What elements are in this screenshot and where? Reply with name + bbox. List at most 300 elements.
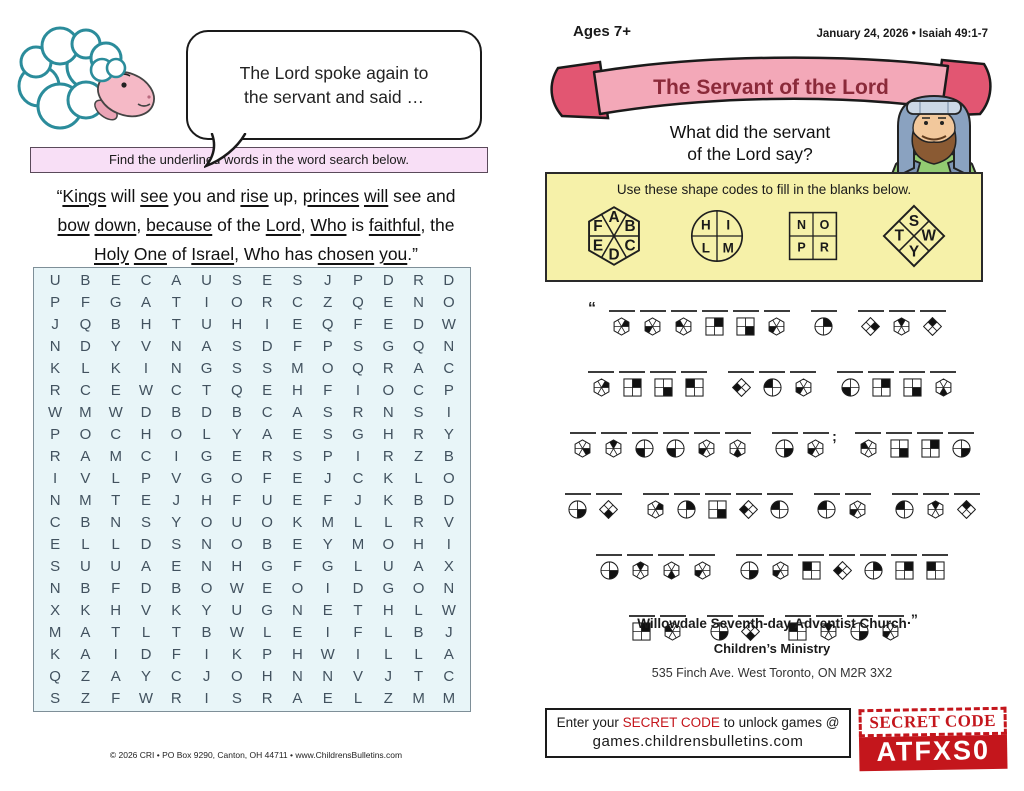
grid-letter: H <box>201 491 212 509</box>
grid-letter: R <box>49 448 61 466</box>
grid-letter: G <box>200 448 213 466</box>
verse-word-underlined: faithful <box>368 215 421 235</box>
grid-letter: U <box>231 513 243 531</box>
svg-text:Y: Y <box>908 243 919 261</box>
svg-text:B: B <box>624 217 636 235</box>
grid-letter: O <box>231 535 243 553</box>
grid-letter: P <box>352 272 363 290</box>
grid-letter: N <box>443 338 455 356</box>
circle-glyph-icon <box>763 378 782 397</box>
grid-letter: O <box>382 382 395 400</box>
verse-text: , the <box>420 215 455 235</box>
grid-letter: E <box>110 382 121 400</box>
answer-blank <box>920 304 946 312</box>
grid-letter: S <box>231 689 242 707</box>
verse-text: is <box>346 215 369 235</box>
hex-glyph-icon <box>728 439 747 458</box>
grid-letter: F <box>353 316 363 334</box>
square-glyph-icon <box>802 561 821 580</box>
grid-letter: O <box>79 426 92 444</box>
grid-letter: K <box>383 470 394 488</box>
answer-blank <box>694 426 720 434</box>
cryptogram-letter <box>702 304 728 336</box>
answer-blank <box>790 365 816 373</box>
grid-letter: W <box>229 623 244 641</box>
answer-blank <box>845 487 871 495</box>
grid-letter: Z <box>80 689 90 707</box>
grid-letter: O <box>200 513 213 531</box>
grid-letter: G <box>382 579 395 597</box>
grid-letter: Q <box>352 360 364 378</box>
grid-letter: N <box>292 601 303 619</box>
verse-text: you and <box>168 186 241 206</box>
grid-letter: V <box>171 470 182 488</box>
grid-letter: E <box>292 623 303 641</box>
grid-letter: N <box>170 360 182 378</box>
svg-text:H: H <box>700 217 711 233</box>
verse-text: see and <box>388 186 456 206</box>
grid-letter: H <box>261 667 273 685</box>
cryptogram-letter <box>829 548 855 580</box>
grid-letter: A <box>413 360 424 378</box>
grid-letter: R <box>413 272 424 290</box>
cryptogram-letter <box>767 487 793 519</box>
grid-letter: G <box>382 338 395 356</box>
grid-letter: U <box>261 491 273 509</box>
grid-letter: J <box>384 667 393 685</box>
cryptogram-letter <box>917 426 943 458</box>
hex-glyph-icon <box>794 378 813 397</box>
grid-letter: L <box>141 623 151 641</box>
verse-word-underlined: rise <box>240 186 269 206</box>
grid-letter: H <box>413 535 424 553</box>
circle-glyph-icon <box>952 439 971 458</box>
grid-letter: Z <box>80 667 90 685</box>
svg-text:W: W <box>921 227 936 245</box>
hex-glyph-icon <box>573 439 592 458</box>
grid-letter: M <box>351 535 365 553</box>
grid-letter: S <box>231 338 242 356</box>
cryptogram-letter <box>596 487 622 519</box>
servant-illustration <box>858 84 1010 184</box>
hex-glyph-icon <box>646 500 665 519</box>
grid-letter: O <box>231 294 243 312</box>
grid-letter: Y <box>443 426 454 444</box>
grid-letter: H <box>292 382 303 400</box>
grid-letter: B <box>110 316 121 334</box>
svg-text:C: C <box>624 237 636 255</box>
cryptogram-letter <box>803 426 829 458</box>
grid-letter: E <box>262 272 273 290</box>
copyright-footer: © 2026 CRI • PO Box 9290, Canton, OH 44711 • www.ChildrensBulletins.com <box>109 750 403 760</box>
verse-word-underlined: chosen <box>317 244 375 264</box>
answer-blank <box>948 426 974 434</box>
grid-letter: O <box>321 360 334 378</box>
verse-line <box>8 182 504 211</box>
answer-blank <box>733 304 759 312</box>
grid-letter: K <box>231 645 242 663</box>
grid-letter: D <box>413 316 424 334</box>
grid-letter: W <box>320 645 335 663</box>
grid-letter: H <box>292 645 303 663</box>
grid-letter: B <box>80 513 91 531</box>
grid-letter: O <box>261 513 273 531</box>
grid-letter: C <box>80 382 91 400</box>
grid-letter: D <box>140 404 152 422</box>
cryptogram-word <box>808 304 839 336</box>
grid-letter: F <box>111 579 121 597</box>
answer-blank <box>917 426 943 434</box>
grid-letter: P <box>50 426 61 444</box>
square-glyph-icon <box>654 378 673 397</box>
hex-glyph-icon <box>892 317 911 336</box>
cryptogram-letter <box>954 487 980 519</box>
grid-letter: I <box>325 579 330 597</box>
secret-code-stamp-label: SECRET CODE <box>858 707 1006 738</box>
grid-letter: Z <box>383 689 393 707</box>
grid-letter: S <box>352 338 363 356</box>
grid-letter: D <box>201 404 212 422</box>
hex-glyph-icon <box>806 439 825 458</box>
grid-letter: A <box>201 338 212 356</box>
grid-letter: L <box>353 689 363 707</box>
grid-letter: Y <box>231 426 242 444</box>
shape-codes-title: Use these shape codes to fill in the blanks below. <box>616 182 912 197</box>
grid-letter: I <box>446 535 451 553</box>
cryptogram-letter <box>811 304 837 336</box>
speech-bubble-tail-icon <box>204 133 254 173</box>
cryptogram-word <box>769 426 837 458</box>
grid-letter: F <box>171 645 181 663</box>
grid-letter: Z <box>323 294 333 312</box>
cryptogram-letter <box>643 487 669 519</box>
grid-letter: L <box>384 513 393 531</box>
church-info <box>546 616 998 680</box>
grid-letter: G <box>109 294 122 312</box>
grid-letter: W <box>138 382 154 400</box>
svg-text:D: D <box>608 246 620 264</box>
grid-letter: G <box>261 557 273 575</box>
cryptogram-letter <box>570 426 596 458</box>
grid-letter: O <box>382 535 395 553</box>
answer-blank <box>860 548 886 556</box>
cryptogram-letter <box>767 548 793 580</box>
grid-letter: G <box>200 360 213 378</box>
svg-text:L: L <box>701 240 710 256</box>
verse-text: will <box>106 186 141 206</box>
grid-letter: V <box>140 338 151 356</box>
grid-letter: K <box>171 601 182 619</box>
answer-blank <box>886 426 912 434</box>
church-address: 535 Finch Ave. West Toronto, ON M2R 3X2 <box>651 666 893 680</box>
grid-letter: O <box>443 470 455 488</box>
grid-letter: L <box>262 623 272 641</box>
diamond-glyph-icon <box>957 500 976 519</box>
circle-glyph-icon <box>895 500 914 519</box>
secret-code-instructions <box>545 708 851 758</box>
grid-letter: S <box>413 404 424 422</box>
grid-letter: D <box>443 491 455 509</box>
cryptogram-letter <box>609 304 635 336</box>
verse-text: , <box>136 215 147 235</box>
grid-letter: N <box>201 535 212 553</box>
grid-letter: R <box>49 382 61 400</box>
grid-letter: H <box>140 426 152 444</box>
verse-text: , <box>300 215 311 235</box>
cryptogram-letter <box>920 304 946 336</box>
circle-glyph-icon <box>635 439 654 458</box>
grid-letter: I <box>204 645 209 663</box>
answer-blank <box>798 548 824 556</box>
grid-letter: G <box>352 426 364 444</box>
grid-letter: S <box>140 513 151 531</box>
punctuation: .” <box>907 611 918 627</box>
square-glyph-icon <box>623 378 642 397</box>
cryptogram-letter <box>650 365 676 397</box>
grid-letter: T <box>413 667 424 685</box>
grid-letter: B <box>413 491 424 509</box>
hex-glyph-icon <box>674 317 693 336</box>
verse-line <box>8 211 504 240</box>
answer-blank <box>705 487 731 495</box>
grid-letter: B <box>262 535 273 553</box>
grid-letter: B <box>231 404 242 422</box>
verse-text: of <box>166 244 192 264</box>
answer-blank <box>930 365 956 373</box>
grid-letter: E <box>383 316 394 334</box>
answer-blank <box>689 548 715 556</box>
grid-letter: Z <box>413 448 424 466</box>
hex-code-icon <box>582 204 646 273</box>
grid-letter: U <box>201 316 212 334</box>
answer-blank <box>759 365 785 373</box>
grid-letter: A <box>80 645 91 663</box>
grid-letter: H <box>231 557 243 575</box>
answer-blank <box>829 548 855 556</box>
grid-letter: U <box>110 557 122 575</box>
cryptogram-letter <box>855 426 881 458</box>
cryptogram-letter <box>948 426 974 458</box>
grid-letter: S <box>171 535 182 553</box>
grid-letter: S <box>262 360 273 378</box>
grid-letter: N <box>170 338 182 356</box>
svg-text:F: F <box>593 217 603 235</box>
grid-letter: Y <box>201 601 212 619</box>
grid-letter: C <box>443 667 455 685</box>
grid-letter: M <box>79 404 92 422</box>
grid-letter: H <box>382 426 394 444</box>
grid-letter: N <box>322 667 334 685</box>
answer-blank <box>892 487 918 495</box>
cryptogram-letter <box>588 365 614 397</box>
cryptogram-letter <box>733 304 759 336</box>
grid-letter: P <box>322 338 333 356</box>
grid-letter: T <box>171 623 181 641</box>
cryptogram-letter <box>860 548 886 580</box>
circle-glyph-icon <box>814 317 833 336</box>
circle-code-icon <box>689 208 745 269</box>
cryptogram-letter <box>725 426 751 458</box>
square-glyph-icon <box>708 500 727 519</box>
square-glyph-icon <box>921 439 940 458</box>
grid-letter: R <box>382 448 394 466</box>
circle-glyph-icon <box>770 500 789 519</box>
answer-blank <box>681 365 707 373</box>
verse-word-underlined: Holy <box>94 244 130 264</box>
grid-letter: Q <box>352 294 364 312</box>
grid-letter: Y <box>322 535 333 553</box>
square-glyph-icon <box>890 439 909 458</box>
grid-letter: E <box>383 294 394 312</box>
grid-letter: O <box>231 667 243 685</box>
answer-blank <box>767 487 793 495</box>
grid-letter: B <box>443 448 454 466</box>
circle-glyph-icon <box>568 500 587 519</box>
grid-letter: K <box>50 360 61 378</box>
circle-glyph-icon <box>666 439 685 458</box>
grid-letter: C <box>170 667 182 685</box>
grid-letter: R <box>261 689 273 707</box>
answer-blank <box>702 304 728 312</box>
grid-letter: F <box>353 623 363 641</box>
answer-blank <box>601 426 627 434</box>
cryptogram-row <box>546 548 998 580</box>
cryptogram-letter <box>798 548 824 580</box>
answer-blank <box>663 426 689 434</box>
grid-letter: B <box>171 404 182 422</box>
grid-letter: S <box>50 689 61 707</box>
grid-letter: D <box>382 272 394 290</box>
svg-text:P: P <box>797 240 806 255</box>
grid-letter: S <box>322 426 333 444</box>
grid-letter: A <box>140 557 151 575</box>
answer-blank <box>650 365 676 373</box>
grid-letter: O <box>231 470 243 488</box>
grid-letter: G <box>261 601 273 619</box>
grid-letter: I <box>113 645 118 663</box>
answer-blank <box>954 487 980 495</box>
cryptogram-letter <box>619 365 645 397</box>
square-glyph-icon <box>926 561 945 580</box>
diamond-glyph-icon <box>833 561 852 580</box>
grid-letter: C <box>140 448 152 466</box>
grid-letter: Q <box>321 316 334 334</box>
answer-blank <box>570 426 596 434</box>
grid-letter: P <box>50 294 61 312</box>
grid-letter: I <box>143 360 149 378</box>
cryptogram-row <box>546 487 998 519</box>
activity-question: What did the servant of the Lord say? <box>669 122 831 164</box>
answer-blank <box>803 426 829 434</box>
grid-letter: L <box>353 557 363 575</box>
punctuation: ; <box>832 428 837 444</box>
answer-blank <box>811 304 837 312</box>
grid-letter: F <box>80 294 90 312</box>
cryptogram-letter <box>899 365 925 397</box>
svg-text:R: R <box>820 240 830 255</box>
cryptogram-letter <box>658 548 684 580</box>
cryptogram-word <box>562 487 624 519</box>
grid-letter: M <box>321 513 334 531</box>
grid-letter: C <box>261 404 273 422</box>
grid-letter: H <box>231 316 243 334</box>
hex-glyph-icon <box>859 439 878 458</box>
verse-word-underlined: Kings <box>62 186 107 206</box>
answer-blank <box>671 304 697 312</box>
grid-letter: B <box>171 579 182 597</box>
page-title: The Servant of the Lord <box>653 76 889 99</box>
grid-letter: E <box>292 470 303 488</box>
cryptogram-letter <box>736 548 762 580</box>
speech-bubble-line2: the servant and said … <box>244 87 424 107</box>
cryptogram-word <box>594 548 718 580</box>
square-glyph-icon <box>705 317 724 336</box>
diamond-glyph-icon <box>599 500 618 519</box>
answer-blank <box>725 426 751 434</box>
grid-letter: S <box>50 557 61 575</box>
cryptogram-word <box>855 304 948 336</box>
verse-text: “ <box>56 186 63 206</box>
grid-letter: B <box>201 623 212 641</box>
grid-letter: A <box>262 426 273 444</box>
grid-letter: I <box>204 294 209 312</box>
grid-letter: F <box>111 689 121 707</box>
grid-letter: U <box>231 601 243 619</box>
grid-letter: S <box>231 272 242 290</box>
answer-blank <box>609 304 635 312</box>
grid-letter: M <box>442 689 456 707</box>
hex-glyph-icon <box>592 378 611 397</box>
grid-letter: W <box>108 404 123 422</box>
grid-letter: F <box>292 338 302 356</box>
grid-letter: W <box>441 316 456 334</box>
answer-blank <box>891 548 917 556</box>
grid-letter: T <box>353 601 363 619</box>
square-glyph-icon <box>872 378 891 397</box>
grid-letter: D <box>140 535 152 553</box>
secret-pre-text: Enter your <box>556 715 623 730</box>
grid-letter: D <box>261 338 273 356</box>
grid-letter: J <box>51 316 59 334</box>
answer-blank <box>837 365 863 373</box>
answer-blank <box>923 487 949 495</box>
square-glyph-icon <box>736 317 755 336</box>
grid-letter: J <box>323 272 332 290</box>
grid-letter: I <box>174 448 179 466</box>
answer-blank <box>728 365 754 373</box>
cryptogram-letter <box>627 548 653 580</box>
grid-letter: R <box>382 360 394 378</box>
answer-blank <box>565 487 591 495</box>
cryptogram-letter <box>596 548 622 580</box>
verse-text: , Who has <box>234 244 318 264</box>
hex-glyph-icon <box>848 500 867 519</box>
verse-text: .” <box>407 244 418 264</box>
svg-text:O: O <box>819 218 830 233</box>
square-glyph-icon <box>685 378 704 397</box>
circle-glyph-icon <box>740 561 759 580</box>
cryptogram-letter <box>681 365 707 397</box>
answer-blank <box>868 365 894 373</box>
answer-blank <box>643 487 669 495</box>
svg-text:T: T <box>894 227 904 245</box>
grid-letter: E <box>292 426 303 444</box>
grid-letter: I <box>446 404 451 422</box>
cryptogram-letter <box>565 487 591 519</box>
square-glyph-icon <box>903 378 922 397</box>
svg-text:S: S <box>908 212 919 230</box>
secret-code-value: ATFXS0 <box>859 735 1008 772</box>
